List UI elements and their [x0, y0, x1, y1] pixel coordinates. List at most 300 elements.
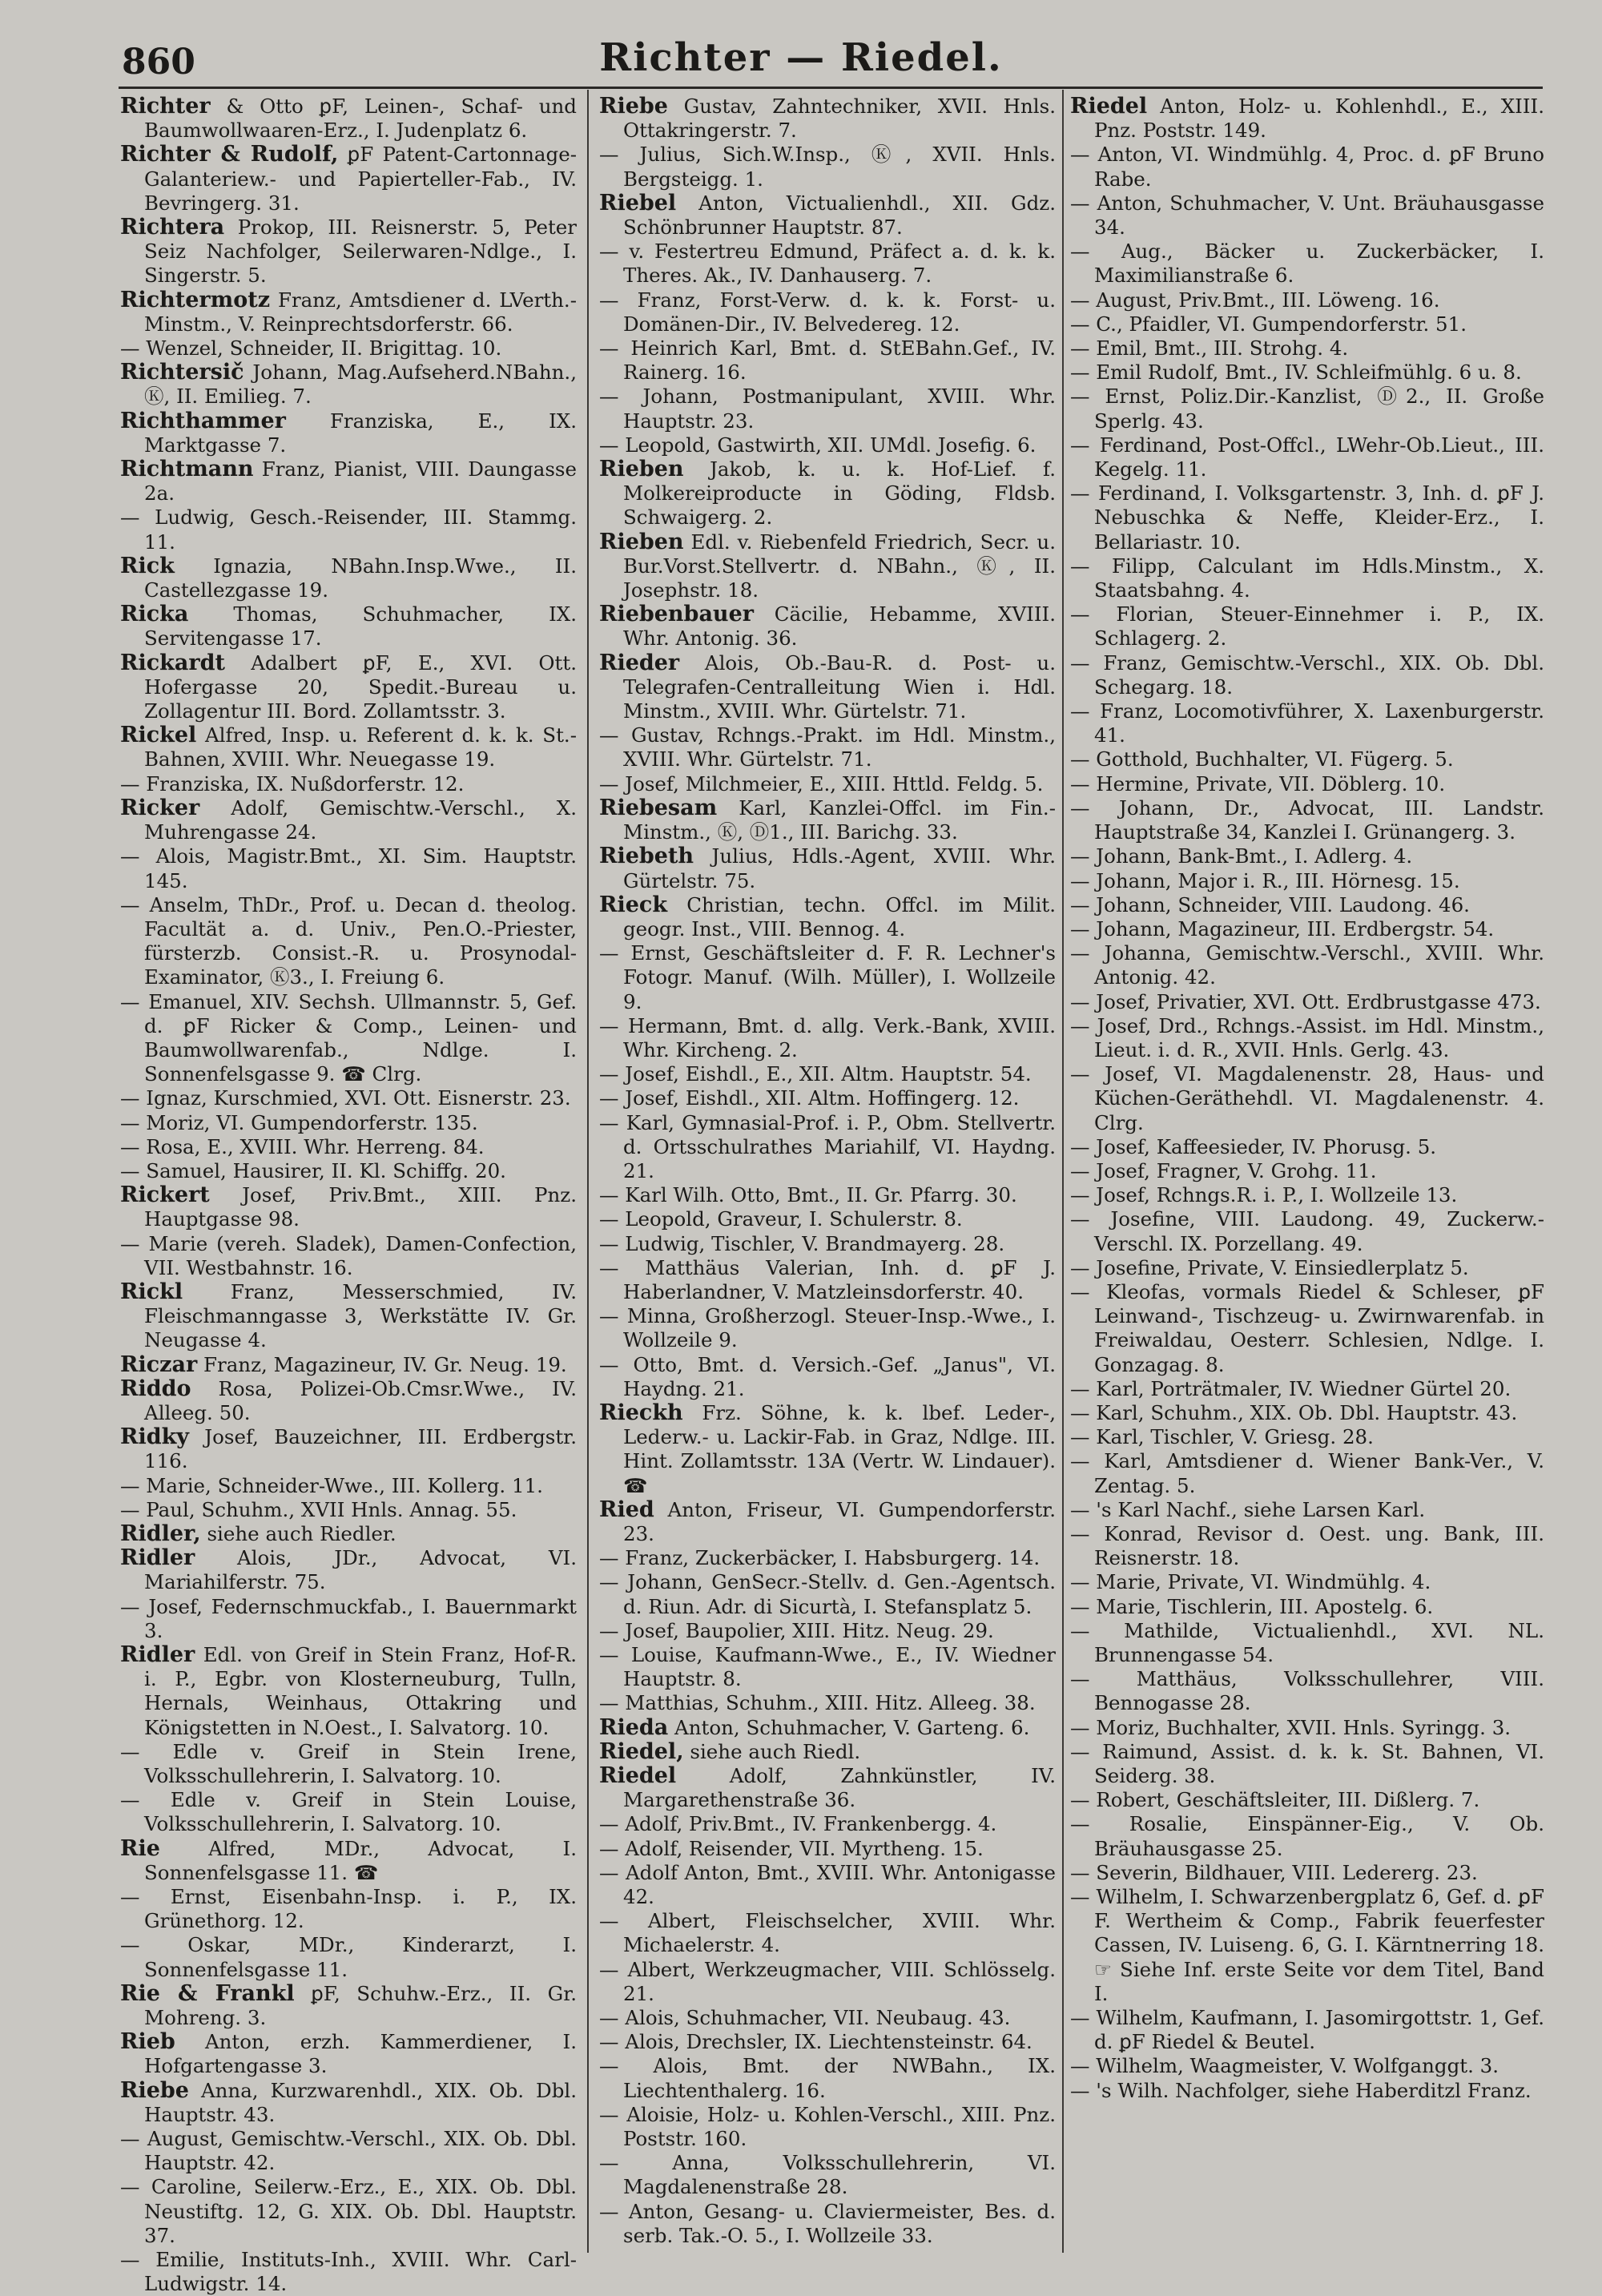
directory-entry	[599, 240, 1056, 288]
directory-entry	[120, 2030, 577, 2078]
entry-surname: Ried	[599, 1496, 654, 1522]
entry-surname: Richter	[120, 94, 211, 119]
entry-details: — Karl, Gymnasial-Prof. i. P., Obm. Stellvertr. d. Ortsschulrathes Mariahilf, VI. Haydng. 21.	[599, 1110, 1056, 1182]
directory-entry	[120, 409, 577, 457]
directory-entry	[1070, 772, 1544, 796]
directory-entry	[599, 772, 1056, 796]
directory-entry	[599, 288, 1056, 336]
entry-details: — Konrad, Revisor d. Oest. ung. Bank, III. Reisnerstr. 18.	[1070, 1521, 1544, 1570]
entry-details: — Ignaz, Kurschmied, XVI. Ott. Eisnerstr. 23.	[120, 1086, 571, 1110]
directory-entry	[599, 1183, 1056, 1207]
entry-details: Franziska, E., IX. Marktgasse 7.	[144, 409, 577, 457]
directory-entry	[120, 1498, 577, 1522]
entry-surname: Riczar	[120, 1351, 198, 1377]
directory-entry	[1070, 1449, 1544, 1497]
directory-entry	[599, 1812, 1056, 1836]
directory-entry	[599, 530, 1056, 603]
directory-entry	[599, 2006, 1056, 2030]
directory-entry	[120, 1643, 577, 1740]
entry-details: — 's Wilh. Nachfolger, siehe Haberditzl Franz.	[1070, 2078, 1532, 2102]
entry-details: — Emil Rudolf, Bmt., IV. Schleifmühlg. 6 u. 8.	[1070, 361, 1522, 385]
entry-details: — Ludwig, Gesch.-Reisender, III. Stammg. 11.	[120, 506, 577, 554]
directory-entry	[120, 554, 577, 602]
directory-entry	[599, 433, 1056, 457]
running-title: Richter — Riedel.	[599, 35, 1003, 80]
directory-entry	[1070, 2054, 1544, 2078]
directory-entry	[1070, 481, 1544, 554]
column-divider-2	[1062, 90, 1064, 2253]
directory-entry	[120, 2079, 577, 2127]
directory-entry	[1070, 1401, 1544, 1425]
entry-surname: Ricka	[120, 602, 189, 627]
directory-entry	[1070, 1885, 1544, 2006]
entry-details: — Moriz, VI. Gumpendorferstr. 135.	[120, 1110, 478, 1134]
directory-entry	[120, 844, 577, 892]
directory-entry	[599, 893, 1056, 941]
entry-details: — Karl, Porträtmaler, IV. Wiedner Gürtel 20.	[1070, 1376, 1511, 1400]
entry-details: ꝑF, Schuhw.-Erz., II. Gr. Mohreng. 3.	[144, 1981, 578, 2030]
entry-details: — Severin, Bildhauer, VIII. Ledererg. 23.	[1070, 1860, 1478, 1884]
entry-details: — Marie, Private, VI. Windmühlg. 4.	[1070, 1570, 1431, 1594]
entry-details: Anton, Victualienhdl., XII. Gdz. Schönbrunner Hauptstr. 87.	[623, 191, 1056, 240]
directory-entry	[1070, 361, 1544, 385]
directory-entry	[120, 1474, 577, 1498]
entry-surname: Rieckh	[599, 1400, 683, 1425]
entry-details: — Filipp, Calculant im Hdls.Minstm., X. Staatsbahng. 4.	[1070, 554, 1544, 602]
entry-details: Christian, techn. Offcl. im Milit. geogr. Inst., VIII. Bennog. 4.	[623, 892, 1056, 941]
directory-entry	[120, 1353, 577, 1377]
directory-entry	[120, 361, 577, 409]
entry-details: — 's Karl Nachf., siehe Larsen Karl.	[1070, 1497, 1426, 1521]
directory-entry	[120, 1377, 577, 1425]
directory-entry	[599, 844, 1056, 892]
entry-surname: Rieck	[599, 892, 668, 917]
entry-details: — Johann, Postmanipulant, XVIII. Whr. Hauptstr. 23.	[599, 385, 1056, 433]
directory-entry	[1070, 1522, 1544, 1570]
directory-entry	[599, 1740, 1056, 1764]
entry-details: — Edle v. Greif in Stein Irene, Volksschullehrerin, I. Salvatorg. 10.	[120, 1739, 577, 1788]
entry-details: Cäcilie, Hebamme, XVIII. Whr. Antonig. 36.	[623, 602, 1056, 651]
page-number: 860	[122, 42, 195, 83]
directory-entry	[1070, 844, 1544, 868]
directory-entry	[1070, 1716, 1544, 1740]
directory-entry	[1070, 240, 1544, 288]
directory-entry	[1070, 143, 1544, 191]
entry-details: — Franziska, IX. Nußdorferstr. 12.	[120, 771, 465, 796]
entry-details: — Johann, Magazineur, III. Erdbergstr. 54.	[1070, 916, 1495, 941]
entry-details: siehe auch Riedler.	[207, 1521, 396, 1545]
entry-details: — Alois, Magistr.Bmt., XI. Sim. Hauptstr. 145.	[120, 844, 577, 892]
entry-details: — Ernst, Poliz.Dir.-Kanzlist, Ⓓ2., II. Große Sperlg. 43.	[1070, 385, 1544, 433]
directory-entry	[120, 1788, 577, 1836]
directory-entry	[599, 385, 1056, 433]
entry-details: — Johanna, Gemischtw.-Verschl., XVIII. Whr. Antonig. 42.	[1070, 941, 1544, 989]
entry-details: — Albert, Fleischselcher, XVIII. Whr. Michaelerstr. 4.	[599, 1909, 1056, 1957]
directory-entry	[1070, 1812, 1544, 1860]
directory-entry	[120, 1933, 577, 1981]
entry-details: — Matthäus, Volksschullehrer, VIII. Bennogasse 28.	[1070, 1667, 1544, 1715]
entry-details: — Matthäus Valerian, Inh. d. ꝑF J. Haberlandner, V. Matzleinsdorferstr. 40.	[599, 1255, 1056, 1303]
entry-surname: Richter & Rudolf,	[120, 142, 339, 167]
entry-details: — Gustav, Rchngs.-Prakt. im Hdl. Minstm., XVIII. Whr. Gürtelstr. 71.	[599, 723, 1056, 771]
directory-entry	[599, 1764, 1056, 1812]
entry-surname: Rickardt	[120, 650, 225, 675]
directory-entry	[1070, 1788, 1544, 1812]
directory-entry	[1070, 941, 1544, 989]
directory-entry	[599, 1958, 1056, 2006]
directory-entry	[120, 2248, 577, 2296]
entry-details: — Moriz, Buchhalter, XVII. Hnls. Syringg. 3.	[1070, 1715, 1511, 1739]
directory-entry	[599, 1643, 1056, 1691]
directory-entry	[599, 1498, 1056, 1546]
directory-entry	[1070, 2006, 1544, 2054]
directory-entry	[599, 2200, 1056, 2248]
directory-entry	[120, 1885, 577, 1933]
directory-entry	[599, 1546, 1056, 1570]
entry-surname: Rieben	[599, 529, 684, 554]
entry-details: — Anselm, ThDr., Prof. u. Decan d. theolog. Facultät a. d. Univ., Pen.O.-Priester, fürsterzb. Consist.-R. u. Prosynodal-Examinator, Ⓚ3., I. Freiung 6.	[120, 892, 577, 989]
entry-details: — Wilhelm, Kaufmann, I. Jasomirgottstr. 1, Gef. d. ꝑF Riedel & Beutel.	[1070, 2006, 1544, 2054]
entry-details: — Emil, Bmt., III. Strohg. 4.	[1070, 336, 1349, 361]
directory-entry	[1070, 917, 1544, 941]
column-3	[1070, 95, 1544, 2258]
entry-details: — Johann, Major i. R., III. Hörnesg. 15.	[1070, 868, 1460, 892]
directory-entry	[120, 2175, 577, 2248]
entry-surname: Rick	[120, 553, 175, 578]
directory-entry	[599, 796, 1056, 844]
entry-details: — Franz, Locomotivführer, X. Laxenburgerstr. 41.	[1070, 699, 1544, 747]
directory-entry	[1070, 312, 1544, 336]
entry-details: — Josef, Milchmeier, E., XIII. Httld. Feldg. 5.	[599, 771, 1044, 796]
directory-entry	[1070, 433, 1544, 481]
directory-entry	[1070, 1498, 1544, 1522]
entry-details: — Rosalie, Einspänner-Eig., V. Ob. Bräuhausgasse 25.	[1070, 1812, 1544, 1860]
directory-entry	[599, 1837, 1056, 1861]
entry-details: Edl. von Greif in Stein Franz, Hof-R. i. P., Egbr. von Klosterneuburg, Tulln, Hernals, Weinhaus, Ottakring und Königstetten in N.Oest., I. Salvatorg. 10.	[144, 1643, 577, 1739]
directory-entry	[1070, 1425, 1544, 1449]
directory-entry	[120, 1183, 577, 1231]
entry-details: Franz, Magazineur, IV. Gr. Neug. 19.	[203, 1352, 567, 1376]
directory-entry	[599, 1570, 1056, 1618]
entry-details: — Karl Wilh. Otto, Bmt., II. Gr. Pfarrg. 30.	[599, 1183, 1017, 1207]
entry-details: Jakob, k. u. k. Hof-Lief. f. Molkereiproducte in Göding, Fldsb. Schwaigerg. 2.	[623, 457, 1056, 530]
directory-entry	[120, 336, 577, 361]
directory-entry	[120, 1086, 577, 1110]
directory-entry	[1070, 602, 1544, 651]
entry-details: — Josef, Drd., Rchngs.-Assist. im Hdl. Minstm., Lieut. i. d. R., XVII. Hnls. Gerlg. 43.	[1070, 1013, 1544, 1061]
directory-entry	[599, 2151, 1056, 2199]
directory-entry	[120, 1546, 577, 1594]
entry-details: siehe auch Riedl.	[690, 1739, 861, 1763]
directory-entry	[120, 506, 577, 554]
directory-entry	[599, 1232, 1056, 1256]
entry-details: Alfred, Insp. u. Referent d. k. k. St.-Bahnen, XVIII. Whr. Neuegasse 19.	[144, 723, 577, 771]
directory-entry	[599, 1086, 1056, 1110]
entry-details: — Alois, Drechsler, IX. Liechtensteinstr. 64.	[599, 2030, 1032, 2054]
entry-details: — Hermine, Private, VII. Döblerg. 10.	[1070, 771, 1446, 796]
entry-surname: Riebe	[120, 2077, 189, 2103]
entry-details: Alfred, MDr., Advocat, I. Sonnenfelsgasse 11. ☎	[144, 1836, 577, 1884]
entry-surname: Ridler,	[120, 1521, 201, 1546]
entry-details: — August, Priv.Bmt., III. Löweng. 16.	[1070, 288, 1440, 312]
entry-details: — Josef, Kaffeesieder, IV. Phorusg. 5.	[1070, 1134, 1437, 1158]
directory-entry	[599, 1111, 1056, 1184]
entry-surname: Riedel,	[599, 1738, 684, 1764]
entry-details: Anton, erzh. Kammerdiener, I. Hofgartengasse 3.	[144, 2030, 577, 2078]
entry-details: — Kleofas, vormals Riedel & Schleser, ꝑF Leinwand-, Tischzeug- u. Zwirnwarenfab. in Freiwaldau, Oesterr. Schlesien, Ndlge. I. Gonzagag. 8.	[1070, 1279, 1544, 1376]
directory-entry	[120, 796, 577, 844]
entry-details: — Leopold, Gastwirth, XII. UMdl. Josefig. 6.	[599, 433, 1036, 457]
directory-entry	[120, 1159, 577, 1183]
column-2	[599, 95, 1056, 2258]
entry-details: — Louise, Kaufmann-Wwe., E., IV. Wiedner Hauptstr. 8.	[599, 1643, 1056, 1691]
entry-details: — Franz, Zuckerbäcker, I. Habsburgerg. 14.	[599, 1546, 1040, 1570]
entry-details: — Josefine, VIII. Laudong. 49, Zuckerw.-Verschl. IX. Porzellang. 49.	[1070, 1207, 1544, 1255]
entry-details: — Anton, VI. Windmühlg. 4, Proc. d. ꝑF Bruno Rabe.	[1070, 143, 1544, 191]
directory-entry	[1070, 1595, 1544, 1619]
directory-entry	[1070, 1570, 1544, 1594]
entry-surname: Rieb	[120, 2029, 175, 2055]
entry-details: — Ferdinand, Post-Offcl., LWehr-Ob.Lieut., III. Kegelg. 11.	[1070, 433, 1544, 481]
entry-details: Alois, Ob.-Bau-R. d. Post- u. Telegrafen-Centralleitung Wien i. Hdl. Minstm., XVIII. Whr. Gürtelstr. 71.	[623, 651, 1056, 723]
entry-details: Johann, Mag.Aufseherd.NBahn., Ⓚ, II. Emilieg. 7.	[144, 361, 577, 409]
directory-entry	[599, 191, 1056, 240]
directory-entry	[1070, 869, 1544, 893]
entry-details: — Otto, Bmt. d. Versich.-Gef. „Janus", VI. Haydng. 21.	[599, 1352, 1056, 1400]
entry-details: — Paul, Schuhm., XVII Hnls. Annag. 55.	[120, 1497, 517, 1521]
entry-details: — Anton, Gesang- u. Claviermeister, Bes. d. serb. Tak.-O. 5., I. Wollzeile 33.	[599, 2199, 1056, 2247]
entry-details: — Rosa, E., XVIII. Whr. Herreng. 84.	[120, 1134, 485, 1158]
entry-surname: Rieder	[599, 650, 680, 675]
directory-entry	[599, 1691, 1056, 1715]
entry-details: Prokop, III. Reisnerstr. 5, Peter Seiz Nachfolger, Seilerwaren-Ndlge., I. Singerstr. 5.	[144, 216, 578, 288]
entry-details: — Ernst, Eisenbahn-Insp. i. P., IX. Grünethorg. 12.	[120, 1885, 577, 1933]
directory-entry	[1070, 1740, 1544, 1788]
directory-entry	[1070, 385, 1544, 433]
entry-surname: Rieben	[599, 457, 684, 482]
directory-entry	[120, 1740, 577, 1788]
entry-details: — Josef, Fragner, V. Grohg. 11.	[1070, 1158, 1377, 1182]
entry-details: Anton, Schuhmacher, V. Garteng. 6.	[674, 1715, 1030, 1739]
entry-details: — Florian, Steuer-Einnehmer i. P., IX. Schlagerg. 2.	[1070, 602, 1544, 651]
directory-entry	[120, 1837, 577, 1885]
directory-entry	[1070, 1014, 1544, 1062]
entry-details: & Otto ꝑF, Leinen-, Schaf- und Baumwollwaaren-Erz., I. Judenplatz 6.	[144, 95, 577, 143]
entry-details: — Marie (vereh. Sladek), Damen-Confection, VII. Westbahnstr. 16.	[120, 1231, 577, 1279]
entry-details: Franz, Pianist, VIII. Daungasse 2a.	[144, 457, 577, 506]
entry-surname: Ricker	[120, 795, 200, 820]
entry-details: — Adolf Anton, Bmt., XVIII. Whr. Antonigasse 42.	[599, 1860, 1056, 1909]
directory-entry	[599, 2103, 1056, 2151]
entry-details: — Anton, Schuhmacher, V. Unt. Bräuhausgasse 34.	[1070, 191, 1544, 240]
entry-details: Anna, Kurzwarenhdl., XIX. Ob. Dbl. Hauptstr. 43.	[144, 2078, 577, 2126]
entry-details: Edl. v. Riebenfeld Friedrich, Secr. u. Bur.Vorst.Stellvertr. d. NBahn., Ⓚ, II. Josephstr. 18.	[623, 530, 1056, 602]
directory-entry	[120, 893, 577, 990]
entry-surname: Rie & Frankl	[120, 1980, 295, 2006]
directory-entry	[1070, 336, 1544, 361]
directory-entry	[120, 990, 577, 1087]
directory-entry	[599, 602, 1056, 651]
entry-surname: Ridler	[120, 1642, 195, 1667]
entry-details: — August, Gemischtw.-Verschl., XIX. Ob. Dbl. Hauptstr. 42.	[120, 2127, 577, 2175]
directory-entry	[1070, 747, 1544, 771]
directory-entry	[120, 457, 577, 506]
directory-entry	[599, 2030, 1056, 2054]
entry-details: Adalbert ꝑF, E., XVI. Ott. Hofergasse 20, Spedit.-Bureau u. Zollagentur III. Bord. Zollamtsstr. 3.	[144, 651, 577, 723]
directory-entry	[120, 651, 577, 724]
directory-entry	[1070, 796, 1544, 844]
directory-entry	[1070, 1861, 1544, 1885]
directory-entry	[599, 143, 1056, 191]
entry-details: — Johann, Schneider, VIII. Laudong. 46.	[1070, 892, 1470, 916]
entry-details: — Aloisie, Holz- u. Kohlen-Verschl., XIII. Pnz. Poststr. 160.	[599, 2102, 1056, 2151]
entry-details: Rosa, Polizei-Ob.Cmsr.Wwe., IV. Alleeg. 50.	[144, 1376, 577, 1424]
entry-details: — Emilie, Instituts-Inh., XVIII. Whr. Carl-Ludwigstr. 14.	[120, 2248, 577, 2296]
entry-details: Adolf, Zahnkünstler, IV. Margarethenstraße 36.	[623, 1764, 1056, 1812]
entry-surname: Riebeth	[599, 844, 694, 869]
entry-details: — Marie, Schneider-Wwe., III. Kollerg. 11.	[120, 1473, 543, 1497]
entry-details: — Ludwig, Tischler, V. Brandmayerg. 28.	[599, 1231, 1005, 1255]
directory-entry	[120, 602, 577, 651]
entry-details: — Caroline, Seilerw.-Erz., E., XIX. Ob. Dbl. Neustiftg. 12, G. XIX. Ob. Dbl. Hauptstr. 37.	[120, 2175, 577, 2247]
entry-details: — Hermann, Bmt. d. allg. Verk.-Bank, XVIII. Whr. Kircheng. 2.	[599, 1013, 1056, 1061]
directory-entry	[1070, 1159, 1544, 1183]
entry-details: Ignazia, NBahn.Insp.Wwe., II. Castellezgasse 19.	[144, 554, 577, 602]
entry-details: — Marie, Tischlerin, III. Apostelg. 6.	[1070, 1594, 1434, 1618]
entry-details: — v. Festertreu Edmund, Präfect a. d. k. k. Theres. Ak., IV. Danhauserg. 7.	[599, 240, 1056, 288]
directory-entry	[599, 457, 1056, 530]
directory-entry	[1070, 95, 1544, 143]
directory-entry	[1070, 191, 1544, 240]
entry-details: Alois, JDr., Advocat, VI. Mariahilferstr. 75.	[144, 1546, 577, 1594]
entry-surname: Riedel	[1070, 94, 1148, 119]
entry-surname: Rickel	[120, 723, 197, 748]
directory-entry	[120, 1232, 577, 1280]
entry-details: — Samuel, Hausirer, II. Kl. Schiffg. 20.	[120, 1158, 506, 1182]
entry-details: — Johann, Dr., Advocat, III. Landstr. Hauptstraße 34, Kanzlei I. Grünangerg. 3.	[1070, 796, 1544, 844]
entry-details: — Johann, Bank-Bmt., I. Adlerg. 4.	[1070, 844, 1413, 868]
column-1	[120, 94, 578, 2296]
directory-entry	[120, 143, 577, 216]
entry-details: — Albert, Werkzeugmacher, VIII. Schlösselg. 21.	[599, 1957, 1056, 2005]
directory-entry	[599, 1401, 1056, 1498]
directory-entry	[1070, 1280, 1544, 1377]
entry-details: — Heinrich Karl, Bmt. d. StEBahn.Gef., IV. Rainerg. 16.	[599, 336, 1056, 385]
entry-details: — Emanuel, XIV. Sechsh. Ullmannstr. 5, Gef. d. ꝑF Ricker & Comp., Leinen- und Baumwollwarenfab., Ndlge. I. Sonnenfelsgasse 9. ☎ Clrg.	[120, 989, 577, 1086]
entry-surname: Rieda	[599, 1714, 669, 1740]
directory-entry	[1070, 1256, 1544, 1280]
entry-surname: Riedel	[599, 1763, 677, 1789]
entry-details: — Wenzel, Schneider, II. Brigittag. 10.	[120, 336, 502, 361]
directory-entry	[1070, 1062, 1544, 1135]
directory-entry	[1070, 288, 1544, 312]
directory-entry	[120, 1982, 577, 2030]
directory-entry	[599, 941, 1056, 1014]
directory-entry	[120, 216, 577, 288]
directory-entry	[599, 1861, 1056, 1909]
entry-details: — Josef, VI. Magdalenenstr. 28, Haus- und Küchen-Geräthehdl. VI. Magdalenenstr. 4. Clrg.	[1070, 1062, 1544, 1134]
entry-details: Julius, Hdls.-Agent, XVIII. Whr. Gürtelstr. 75.	[623, 844, 1056, 892]
entry-surname: Riebel	[599, 190, 677, 216]
directory-entry	[120, 1425, 577, 1473]
entry-details: — Wilhelm, I. Schwarzenbergplatz 6, Gef. d. ꝑF F. Wertheim & Comp., Fabrik feuerfester Cassen, IV. Luiseng. 6, G. I. Kärntnerring 18. ☞ Siehe Inf. erste Seite vor dem Titel, Band I.	[1070, 1885, 1544, 2005]
entry-details: — Minna, Großherzogl. Steuer-Insp.-Wwe., I. Wollzeile 9.	[599, 1304, 1056, 1352]
entry-surname: Ridky	[120, 1424, 189, 1450]
entry-details: — Julius, Sich.W.Insp., Ⓚ, XVII. Hnls. Bergsteigg. 1.	[599, 143, 1056, 191]
entry-details: Anton, Holz- u. Kohlenhdl., E., XIII. Pnz. Poststr. 149.	[1094, 95, 1544, 143]
directory-entry	[1070, 1619, 1544, 1667]
directory-entry	[120, 2127, 577, 2175]
directory-entry	[120, 1595, 577, 1643]
entry-details: — Raimund, Assist. d. k. k. St. Bahnen, VI. Seiderg. 38.	[1070, 1739, 1544, 1788]
entry-details: — Johann, GenSecr.-Stellv. d. Gen.-Agentsch. d. Riun. Adr. di Sicurtà, I. Stefansplatz 5.	[599, 1570, 1056, 1618]
entry-surname: Riddo	[120, 1376, 191, 1401]
entry-surname: Rickl	[120, 1279, 183, 1304]
entry-surname: Ridler	[120, 1545, 195, 1571]
entry-details: — Josef, Privatier, XVI. Ott. Erdbrustgasse 473.	[1070, 989, 1541, 1013]
entry-details: — Karl, Schuhm., XIX. Ob. Dbl. Hauptstr. 43.	[1070, 1400, 1518, 1424]
entry-details: Karl, Kanzlei-Offcl. im Fin.-Minstm., Ⓚ, Ⓓ1., III. Barichg. 33.	[623, 796, 1056, 844]
directory-entry	[1070, 893, 1544, 917]
directory-entry	[120, 772, 577, 796]
directory-entry	[599, 1353, 1056, 1401]
directory-entry	[1070, 1377, 1544, 1401]
entry-surname: Richtersič	[120, 360, 244, 385]
entry-details: — Alois, Schuhmacher, VII. Neubaug. 43.	[599, 2006, 1011, 2030]
directory-entry	[1070, 1667, 1544, 1715]
entry-details: Gustav, Zahntechniker, XVII. Hnls. Ottakringerstr. 7.	[623, 95, 1056, 143]
directory-entry	[599, 1062, 1056, 1086]
directory-entry	[120, 723, 577, 771]
entry-details: — Robert, Geschäftsleiter, III. Dißlerg. 7.	[1070, 1788, 1480, 1812]
entry-details: — Karl, Tischler, V. Griesg. 28.	[1070, 1425, 1374, 1449]
entry-details: — Josef, Baupolier, XIII. Hitz. Neug. 29.	[599, 1618, 994, 1642]
directory-entry	[1070, 554, 1544, 602]
entry-details: Anton, Friseur, VI. Gumpendorferstr. 23.	[623, 1497, 1056, 1545]
entry-details: — Ferdinand, I. Volksgartenstr. 3, Inh. d. ꝑF J. Nebuschka & Neffe, Kleider-Erz., I. Bellariastr. 10.	[1070, 481, 1544, 554]
directory-entry	[599, 2054, 1056, 2102]
entry-details: — Franz, Gemischtw.-Verschl., XIX. Ob. Dbl. Schegarg. 18.	[1070, 651, 1544, 699]
entry-details: — Anna, Volksschullehrerin, VI. Magdalenenstraße 28.	[599, 2151, 1056, 2199]
entry-details: Thomas, Schuhmacher, IX. Servitengasse 17.	[144, 602, 577, 651]
directory-entry	[599, 1207, 1056, 1231]
entry-details: — Mathilde, Victualienhdl., XVI. NL. Brunnengasse 54.	[1070, 1618, 1544, 1666]
entry-surname: Riebenbauer	[599, 602, 754, 627]
directory-entry	[599, 1716, 1056, 1740]
entry-details: — Edle v. Greif in Stein Louise, Volksschullehrerin, I. Salvatorg. 10.	[120, 1788, 577, 1836]
entry-details: Josef, Bauzeichner, III. Erdbergstr. 116.	[144, 1425, 577, 1473]
header-rule	[119, 87, 1543, 89]
entry-details: — C., Pfaidler, VI. Gumpendorferstr. 51.	[1070, 312, 1467, 336]
entry-details: — Ernst, Geschäftsleiter d. F. R. Lechner's Fotogr. Manuf. (Wilh. Müller), I. Wollzeile 9.	[599, 941, 1056, 1013]
entry-details: — Leopold, Graveur, I. Schulerstr. 8.	[599, 1207, 963, 1231]
directory-entry	[1070, 1207, 1544, 1255]
entry-details: — Karl, Amtsdiener d. Wiener Bank-Ver., V. Zentag. 5.	[1070, 1449, 1544, 1497]
entry-details: — Oskar, MDr., Kinderarzt, I. Sonnenfelsgasse 11.	[120, 1933, 577, 1981]
directory-entry	[1070, 1135, 1544, 1159]
directory-entry	[1070, 990, 1544, 1014]
entry-details: — Franz, Forst-Verw. d. k. k. Forst- u. Domänen-Dir., IV. Belvedereg. 12.	[599, 288, 1056, 336]
entry-surname: Riebesam	[599, 795, 718, 820]
directory-entry	[1070, 1183, 1544, 1207]
entry-surname: Rickert	[120, 1182, 210, 1208]
entry-surname: Richtmann	[120, 457, 254, 482]
directory-entry	[120, 95, 577, 143]
directory-entry	[1070, 651, 1544, 699]
entry-surname: Richtera	[120, 215, 225, 240]
entry-details: — Adolf, Priv.Bmt., IV. Frankenbergg. 4.	[599, 1812, 997, 1836]
entry-details: Josef, Priv.Bmt., XIII. Pnz. Hauptgasse 98.	[144, 1183, 578, 1231]
